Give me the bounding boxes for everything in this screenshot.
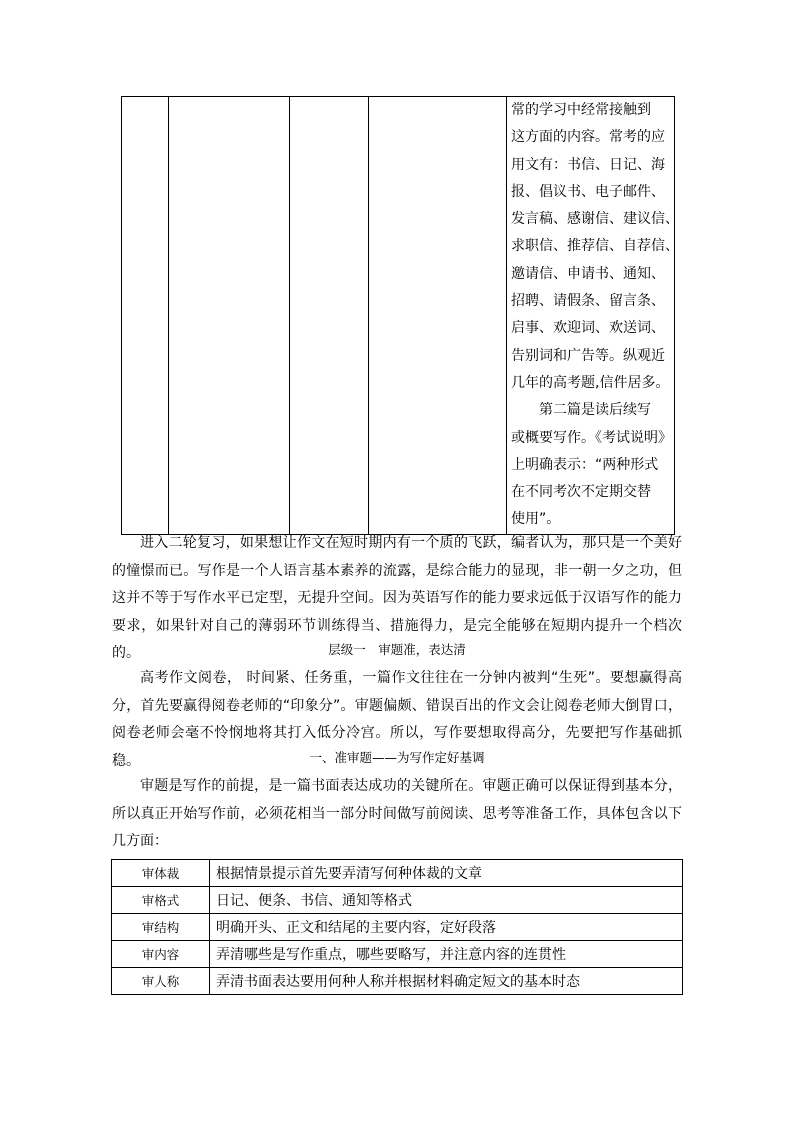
cell-line: 几年的高考题,信件居多。 [511,374,670,391]
table-row [112,941,683,968]
table-row [112,860,683,887]
grading-paragraph: 高考作文阅卷， 时间紧、任务重，一篇作文往往在一分钟内被判“生死”。要想赢得高分，首先要赢得阅卷老师的“印象分”。审题偏颇、错误百出的作文会让阅卷老师大倒胃口，阅卷老师会毫不怜悯地将其打入低分冷宫。所以，写作要想取得高分，先要把写作基础抓稳。 [112,670,682,769]
cell-line: 常的学习中经常接触到 [511,102,651,118]
cell-line: 邀请信、申请书、通知、 [511,265,665,282]
table-cell-empty [290,97,369,535]
review-key-cell: 审内容 [112,941,210,968]
review-value-cell: 明确开头、正文和结尾的主要内容，定好段落 [210,914,683,941]
review-key-cell: 审体裁 [112,860,210,887]
table-row [112,968,683,995]
review-key-cell: 审人称 [112,968,210,995]
table-cell-empty [369,97,507,535]
cell-line: 告别词和广告等。纵观近 [511,347,665,364]
cell-line: 发言稿、感谢信、建议信、 [511,211,679,228]
cell-line: 报、倡议书、电子邮件、 [511,183,665,200]
cell-line: 招聘、请假条、留言条、 [511,293,665,310]
level-heading: 层级一 审题准，表达清 [328,642,466,657]
cell-line: 上明确表示：“两种形式 [511,456,659,473]
review-value-cell: 弄清哪些是写作重点，哪些要略写，并注意内容的连贯性 [210,941,683,968]
cell-line: 这方面的内容。常考的应 [511,129,665,146]
review-points-table [111,859,683,995]
section-heading: 一、准审题——为写作定好基调 [309,750,485,765]
review-value-cell: 弄清书面表达要用何种人称并根据材料确定短文的基本时态 [210,968,683,995]
review-key-cell: 审格式 [112,887,210,914]
cell-line: 或概要写作。《考试说明》 [511,429,672,446]
intro-paragraph: 进入二轮复习，如果想让作文在短时期内有一个质的飞跃，编者认为，那只是一个美好的憧憬而已。写作是一个人语言基本素养的流露，是综合能力的显现，非一朝一夕之功，但这并不等于写作水平已定型，无提升空间。因为英语写作的能力要求远低于汉语写作的能力要求，如果针对自己的薄弱环节训练得当、措施得力，是完全能够在短期内提升一个档次的。 [112,535,682,661]
cell-line: 第二篇是读后续写 [539,402,651,419]
review-value-cell: 根据情景提示首先要弄清写何种体裁的文章 [210,860,683,887]
table-row [122,97,675,535]
table-cell-empty [169,97,290,535]
continuation-table [121,96,679,535]
review-key-cell: 审结构 [112,914,210,941]
review-paragraph: 审题是写作的前提，是一篇书面表达成功的关键所在。审题正确可以保证得到基本分，所以真正开始写作前，必须花相当一部分时间做写前阅读、思考等准备工作，具体包含以下几方面： [112,778,682,849]
cell-text-block [507,97,679,534]
cell-line: 求职信、推荐信、自荐信、 [511,238,679,255]
cell-line: 用文有：书信、日记、海 [511,156,665,173]
table-cell-text [507,97,679,535]
table-row [112,914,683,941]
cell-line: 使用”。 [511,511,561,528]
table-row [112,887,683,914]
cell-line: 启事、欢迎词、欢送词、 [511,320,665,337]
cell-line: 在不同考次不定期交替 [511,484,651,501]
table-cell-empty [122,97,169,535]
review-value-cell: 日记、便条、书信、通知等格式 [210,887,683,914]
